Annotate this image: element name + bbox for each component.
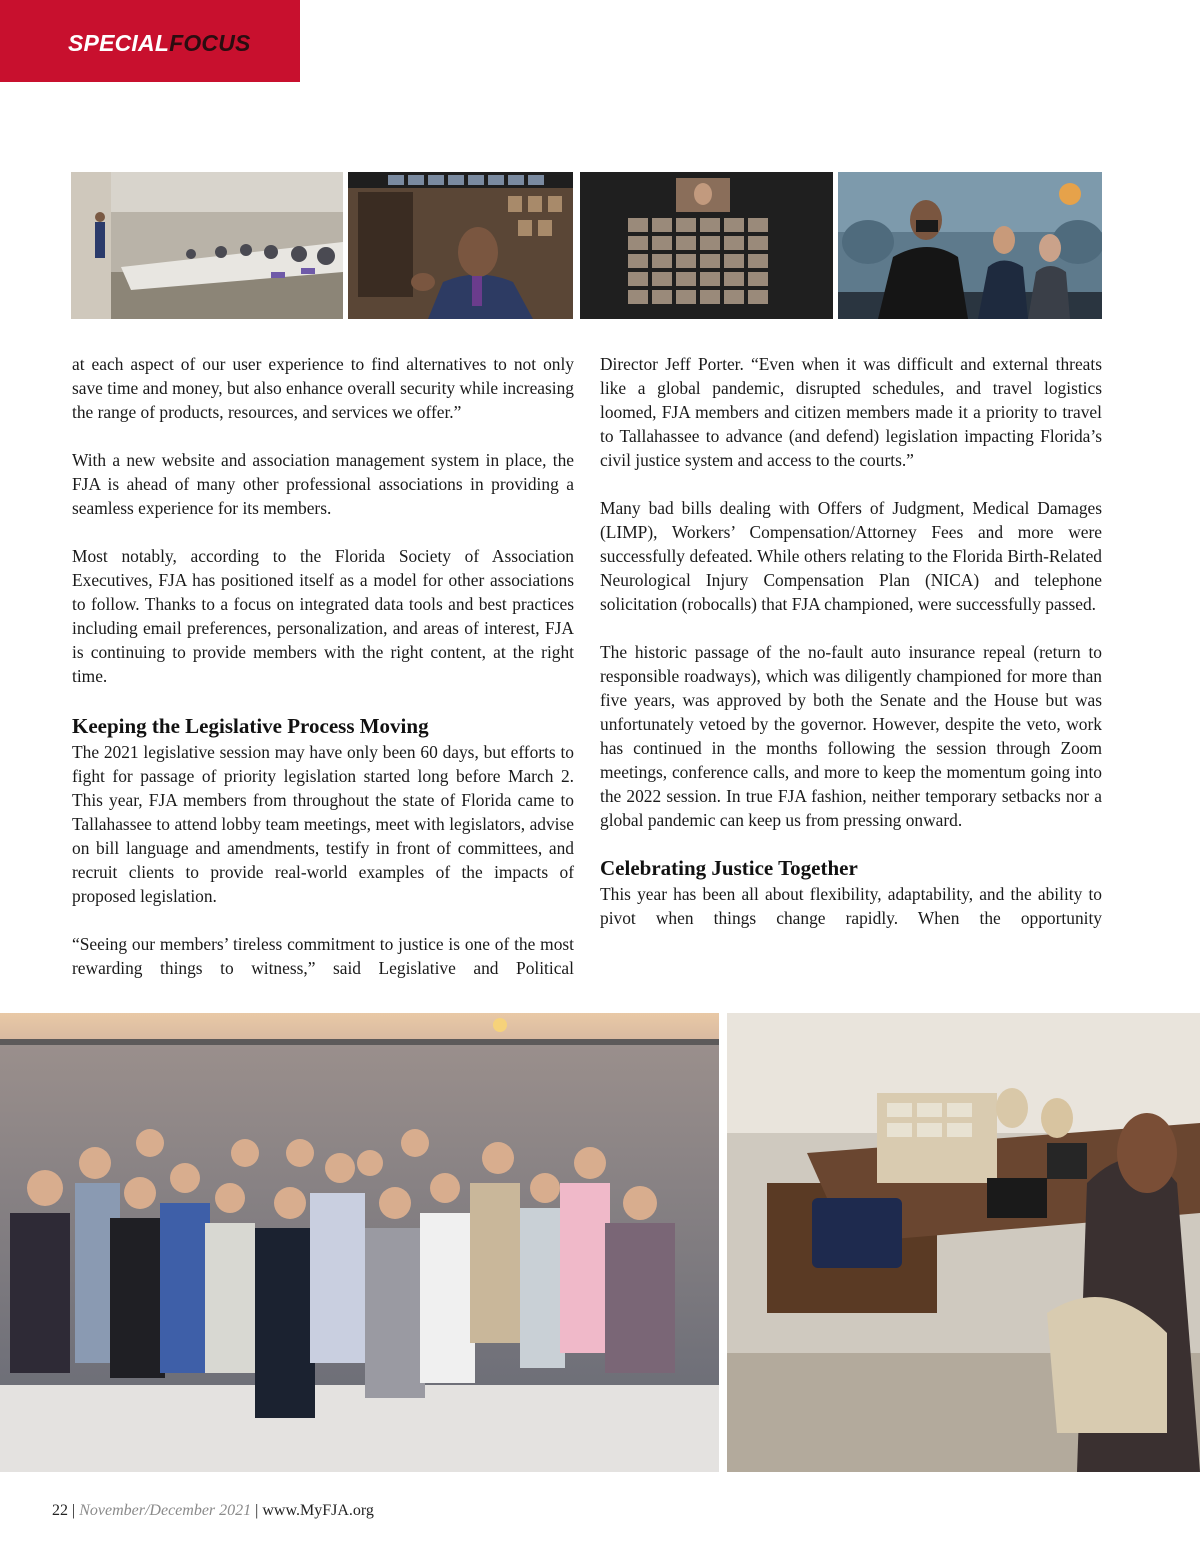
- house-hearing-photo: [838, 172, 1102, 319]
- office-work-photo: [727, 1013, 1200, 1472]
- footer-separator: |: [251, 1502, 263, 1519]
- page-number: 22: [52, 1502, 68, 1519]
- meeting-room-photo: [71, 172, 343, 319]
- left-paragraph-4: The 2021 legislative session may have only been 60 days, but efforts to fight for passage of priority legislation started long before March 2. This year, FJA members from throughout the state of Florida came to Tallahassee to attend lobby team meetings, meet with legislators, advise on bill language and amendments, testify in front of committees, and recruit clients to provide real-world examples of the impacts of proposed legislation.: [72, 742, 574, 906]
- heading-celebrating-justice: Celebrating Justice Together: [600, 856, 858, 880]
- right-column: [600, 352, 1102, 930]
- section-label-special: SPECIAL: [68, 30, 170, 56]
- section-label-focus: FOCUS: [169, 30, 251, 56]
- left-paragraph-3: Most notably, according to the Florida Society of Association Executives, FJA has positioned itself as a model for other associations to follow. Thanks to a focus on integrated data tools and best practices including email preferences, personalization, and areas of interest, FJA is continuing to provide members with the right content, at the right time.: [72, 546, 574, 686]
- left-paragraph-1: at each aspect of our user experience to find alternatives to not only save time and money, but also enhance overall security while increasing the range of products, resources, and services we offer.”: [72, 354, 574, 422]
- boat-group-photo: [0, 1013, 719, 1472]
- page-footer: [52, 1502, 374, 1520]
- right-paragraph-1: Director Jeff Porter. “Even when it was difficult and external threats like a global pandemic, disrupted schedules, and travel logistics loomed, FJA members and citizen members made it a priority to travel to Tallahassee to advance (and defend) legislation impacting Florida’s civil justice system and access to the courts.”: [600, 354, 1102, 470]
- website-link[interactable]: www.MyFJA.org: [262, 1502, 374, 1519]
- footer-separator: |: [68, 1502, 80, 1519]
- section-header-tab: [0, 0, 300, 82]
- heading-legislative-process: Keeping the Legislative Process Moving: [72, 714, 429, 738]
- right-paragraph-4: This year has been all about flexibility, adaptability, and the ability to pivot when things change rapidly. When the opportunity: [600, 884, 1102, 928]
- left-paragraph-2: With a new website and association management system in place, the FJA is ahead of many other professional associations in providing a seamless experience for its members.: [72, 450, 574, 518]
- zoom-gallery-photo: [580, 172, 833, 319]
- section-label: [68, 30, 251, 57]
- right-paragraph-3: The historic passage of the no-fault auto insurance repeal (return to responsible roadways), which was diligently championed for more than five years, was approved by both the Senate and the House but was unfortunately vetoed by the governor. However, despite the veto, work has continued in the months following the session through Zoom meetings, conference calls, and more to keep the momentum going into the 2022 session. In true FJA fashion, neither temporary setbacks nor a global pandemic can keep us from pressing onward.: [600, 642, 1102, 830]
- zoom-speaker-photo: [348, 172, 573, 319]
- right-paragraph-2: Many bad bills dealing with Offers of Judgment, Medical Damages (LIMP), Workers’ Compensation/Attorney Fees and more were successfully defeated. While others relating to the Florida Birth-Related Neurological Injury Compensation Plan (NICA) and telephone solicitation (robocalls) that FJA championed, were successfully passed.: [600, 498, 1102, 614]
- left-paragraph-5: “Seeing our members’ tireless commitment to justice is one of the most rewarding things to witness,” said Legislative and Political: [72, 934, 574, 978]
- issue-date: November/December 2021: [79, 1502, 252, 1519]
- left-column: [72, 352, 574, 980]
